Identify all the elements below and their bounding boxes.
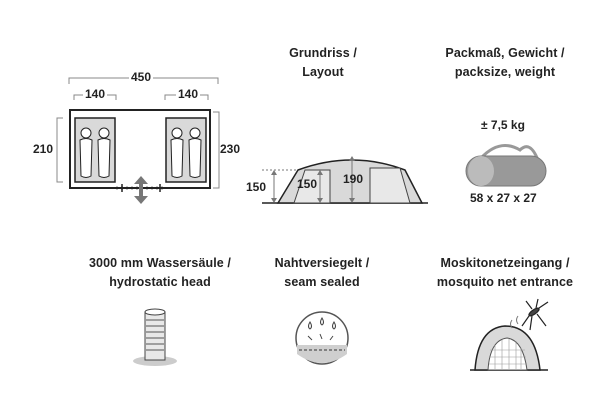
cabin-width-left-label: 140: [85, 87, 106, 101]
water-caption-line1: 3000 mm Wassersäule /: [89, 256, 231, 270]
outer-height-label: 150: [246, 180, 267, 194]
pack-caption-line2: packsize, weight: [454, 65, 556, 79]
cabin-width-right-label: 140: [178, 87, 199, 101]
seam-caption-line1: Nahtversiegelt /: [274, 256, 370, 270]
seam-caption-line2: seam sealed: [284, 275, 360, 289]
height-right-label: 230: [220, 142, 241, 156]
mosquito-caption-line1: Moskitonetzeingang /: [440, 256, 570, 270]
water-caption-line2: hydrostatic head: [109, 275, 211, 289]
inner-height-label: 150: [297, 177, 318, 191]
weight-label: ± 7,5 kg: [481, 118, 525, 132]
overall-length-label: 450: [131, 70, 152, 84]
layout-caption-line1: Grundriss /: [289, 46, 357, 60]
peak-height-label: 190: [343, 172, 364, 186]
mosquito-caption-line2: mosquito net entrance: [436, 275, 574, 289]
layout-caption-line2: Layout: [302, 65, 344, 79]
pack-caption-line1: Packmaß, Gewicht /: [445, 46, 565, 60]
pack-dimensions-label: 58 x 27 x 27: [470, 191, 537, 205]
height-left-label: 210: [33, 142, 54, 156]
